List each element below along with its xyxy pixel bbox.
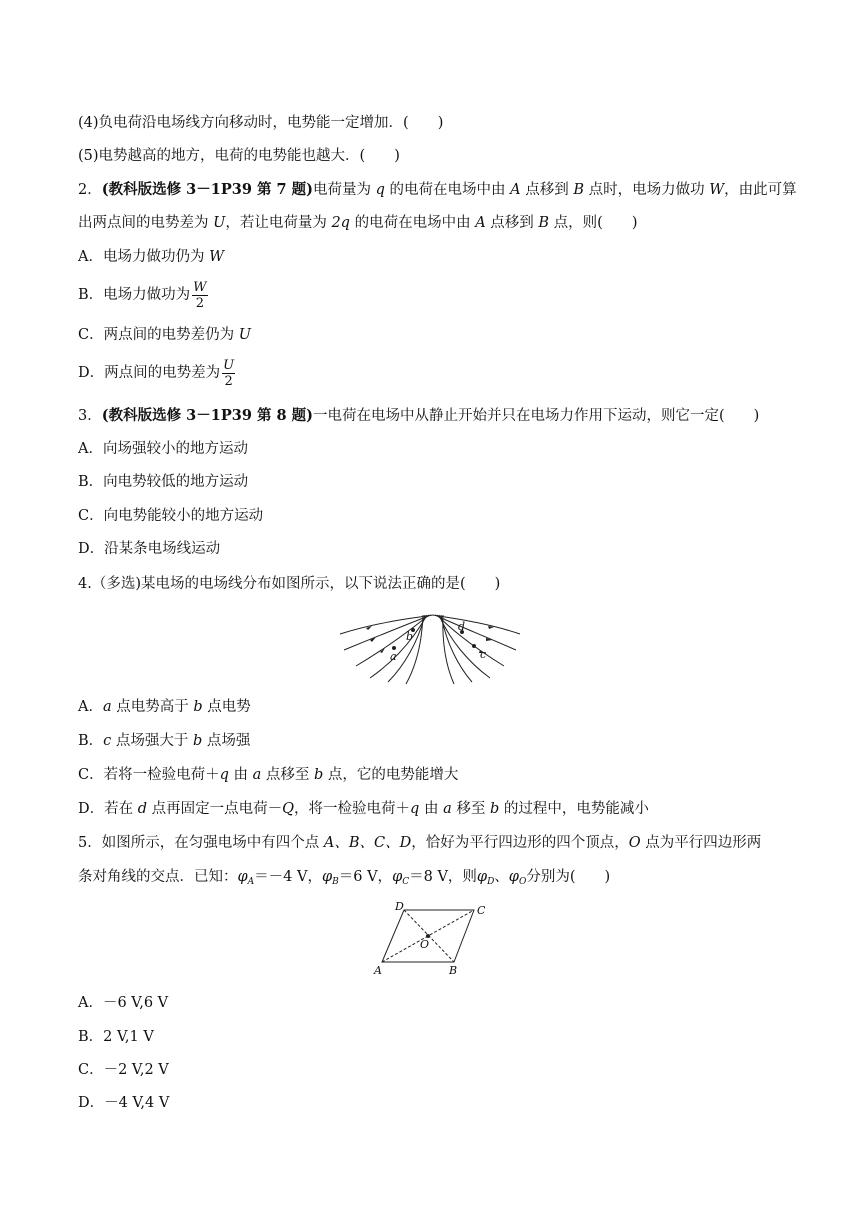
var-point: b — [193, 699, 203, 715]
var-point: a — [252, 767, 262, 783]
stem-text: 4.（多选)某电场的电场线分布如图所示，以下说法正确的是( ) — [78, 576, 501, 592]
var-U: U — [213, 215, 226, 231]
var-point: a — [102, 699, 112, 715]
option-text: 点电势高于 — [111, 699, 194, 715]
fraction — [192, 280, 207, 311]
fraction-denominator: 2 — [224, 373, 233, 389]
phi-symbol: φ — [476, 869, 488, 885]
option-text: 两点间的电势差仍为 — [103, 327, 235, 343]
label-O: O — [420, 938, 430, 951]
option-text: B．2 V,1 V — [78, 1029, 154, 1045]
option-label: A． — [78, 249, 103, 265]
q2-stem-line1 — [78, 180, 797, 200]
stem-text: 点为平行四边形两 — [645, 835, 762, 851]
option-text: 点再固定一点电荷－ — [147, 801, 283, 817]
var-U: U — [238, 327, 251, 343]
statement-5 — [78, 146, 400, 166]
phi-symbol: φ — [321, 869, 333, 885]
option-label: A． — [78, 699, 103, 715]
q5-option-a[interactable] — [78, 993, 168, 1013]
stem-text: 的电荷在电场中由 — [389, 182, 506, 198]
option-label: C． — [78, 767, 104, 783]
label-d: d — [458, 620, 466, 633]
q3-option-a[interactable] — [78, 439, 248, 459]
label-c: c — [480, 648, 487, 661]
electric-field-lines-figure — [338, 610, 524, 686]
phi-symbol: φ — [392, 869, 403, 885]
q3-option-d[interactable] — [78, 539, 220, 559]
statement-4 — [78, 113, 443, 133]
stem-text: ，恰好为平行四边形的四个顶点， — [411, 835, 629, 851]
var-W: W — [209, 249, 224, 265]
option-label: C． — [78, 327, 104, 343]
stem-text: 点时，电场力做功 — [588, 182, 705, 198]
var-point: c — [103, 733, 112, 749]
option-text: A．向场强较小的地方运动 — [78, 441, 248, 457]
option-text: 由 — [419, 801, 444, 817]
option-text: 移至 — [451, 801, 490, 817]
option-label: D． — [78, 365, 105, 381]
option-text: D．－4 V,4 V — [78, 1095, 170, 1111]
option-text: A．－6 V,6 V — [78, 995, 169, 1011]
option-text: 点移至 — [261, 767, 314, 783]
field-line — [344, 615, 431, 650]
option-text: 若将一检验电荷＋ — [103, 767, 220, 783]
option-text: 若在 — [104, 801, 138, 817]
option-text: 两点间的电势差为 — [104, 365, 221, 381]
option-text: 点，它的电势能增大 — [323, 767, 459, 783]
q4-option-c[interactable] — [78, 765, 458, 785]
fraction-numerator: W — [193, 279, 207, 295]
subscript: C — [402, 877, 410, 887]
question-number: 2． — [78, 182, 102, 198]
var-point: b — [314, 767, 324, 783]
q2-option-c[interactable] — [78, 325, 251, 345]
fraction — [222, 358, 235, 389]
var-A: A — [510, 182, 521, 198]
separator: 、 — [494, 869, 509, 885]
question-source: (教科版选修 3－1P39 第 7 题) — [101, 181, 313, 198]
var-point: d — [137, 801, 148, 817]
statement-label: (4) — [78, 115, 99, 131]
q5-option-c[interactable] — [78, 1060, 169, 1080]
var-B: B — [538, 215, 550, 231]
q4-option-b[interactable] — [78, 731, 250, 751]
option-label: B． — [78, 733, 104, 749]
option-text: 点场强 — [202, 733, 251, 749]
stem-text: 条对角线的交点．已知： — [78, 869, 238, 885]
q2-option-d[interactable] — [78, 356, 237, 390]
phi-symbol: φ — [508, 869, 519, 885]
stem-text: 一电荷在电场中从静止开始并只在电场力作用下运动，则它一定( ) — [313, 408, 760, 424]
label-a: a — [390, 650, 397, 663]
q2-stem-line2 — [78, 213, 637, 233]
stem-text: 分别为( ) — [526, 869, 611, 885]
stem-text: 点移到 — [490, 215, 534, 231]
q5-option-d[interactable] — [78, 1093, 169, 1113]
label-B: B — [449, 964, 458, 977]
var-A: A — [475, 215, 486, 231]
subscript: D — [487, 877, 495, 887]
option-text: C．向电势能较小的地方运动 — [78, 508, 264, 524]
point-c-dot — [472, 644, 476, 648]
label-D: D — [395, 900, 404, 913]
q3-option-b[interactable] — [78, 472, 248, 492]
subscript: B — [332, 877, 339, 887]
option-label: D． — [78, 801, 105, 817]
q4-stem — [78, 574, 500, 594]
field-line — [340, 615, 433, 634]
var-points: A、B、C、D — [323, 835, 412, 851]
stem-text: 点移到 — [525, 182, 569, 198]
q5-option-b[interactable] — [78, 1027, 154, 1047]
fraction-numerator: U — [223, 357, 235, 373]
statement-label: (5) — [78, 148, 99, 164]
field-line — [433, 615, 520, 634]
option-text: 由 — [228, 767, 253, 783]
stem-text: 电荷量为 — [313, 182, 371, 198]
subscript: A — [247, 877, 255, 887]
fraction-denominator: 2 — [195, 295, 204, 311]
statement-text: 负电荷沿电场线方向移动时，电势能一定增加．( ) — [98, 115, 444, 131]
value-text: ＝8 V，则 — [409, 869, 477, 885]
q5-stem-line1 — [78, 833, 761, 853]
label-A: A — [374, 964, 382, 977]
var-q: q — [410, 801, 420, 817]
q3-option-c[interactable] — [78, 506, 263, 526]
phi-symbol: φ — [237, 869, 248, 885]
var-q: q — [219, 767, 229, 783]
option-text: 的过程中，电势能减小 — [499, 801, 649, 817]
var-O: O — [628, 835, 641, 851]
value-text: ＝6 V， — [338, 869, 393, 885]
stem-text: ，由此可算 — [724, 182, 797, 198]
stem-text: ，若让电荷量为 — [225, 215, 327, 231]
var-Q: Q — [282, 801, 295, 817]
var-W: W — [709, 182, 725, 198]
var-2q: 2q — [331, 215, 350, 231]
q2-option-a[interactable] — [78, 247, 224, 267]
q3-stem — [78, 406, 759, 426]
option-text: B．向电势较低的地方运动 — [78, 474, 249, 490]
stem-text: 5．如图所示，在匀强电场中有四个点 — [78, 835, 320, 851]
statement-text: 电势越高的地方，电荷的电势能也越大．( ) — [98, 148, 400, 164]
q5-stem-line2 — [78, 867, 610, 892]
parallelogram-figure — [368, 900, 492, 980]
subscript: O — [518, 877, 527, 887]
option-label: B． — [78, 287, 104, 303]
var-B: B — [573, 182, 584, 198]
q4-option-d[interactable] — [78, 799, 649, 819]
q2-option-b[interactable] — [78, 278, 210, 312]
stem-text: 点，则( ) — [553, 215, 638, 231]
option-text: 点电势 — [202, 699, 251, 715]
option-text: 点场强大于 — [111, 733, 193, 749]
var-q: q — [375, 182, 385, 198]
question-number: 3． — [78, 408, 102, 424]
option-text: D．沿某条电场线运动 — [78, 541, 221, 557]
var-point: b — [193, 733, 203, 749]
option-text: 电场力做功为 — [103, 287, 191, 303]
label-C: C — [477, 904, 486, 917]
value-text: ＝－4 V， — [254, 869, 322, 885]
q4-option-a[interactable] — [78, 697, 251, 717]
var-point: b — [489, 801, 500, 817]
option-text: C．－2 V,2 V — [78, 1062, 169, 1078]
option-text: ，将一检验电荷＋ — [294, 801, 411, 817]
option-text: 电场力做功仍为 — [102, 249, 205, 265]
var-point: a — [443, 801, 452, 817]
question-source: (教科版选修 3－1P39 第 8 题) — [101, 407, 313, 424]
stem-text: 出两点间的电势差为 — [78, 215, 209, 231]
stem-text: 的电荷在电场中由 — [354, 215, 471, 231]
label-b: b — [406, 630, 414, 643]
